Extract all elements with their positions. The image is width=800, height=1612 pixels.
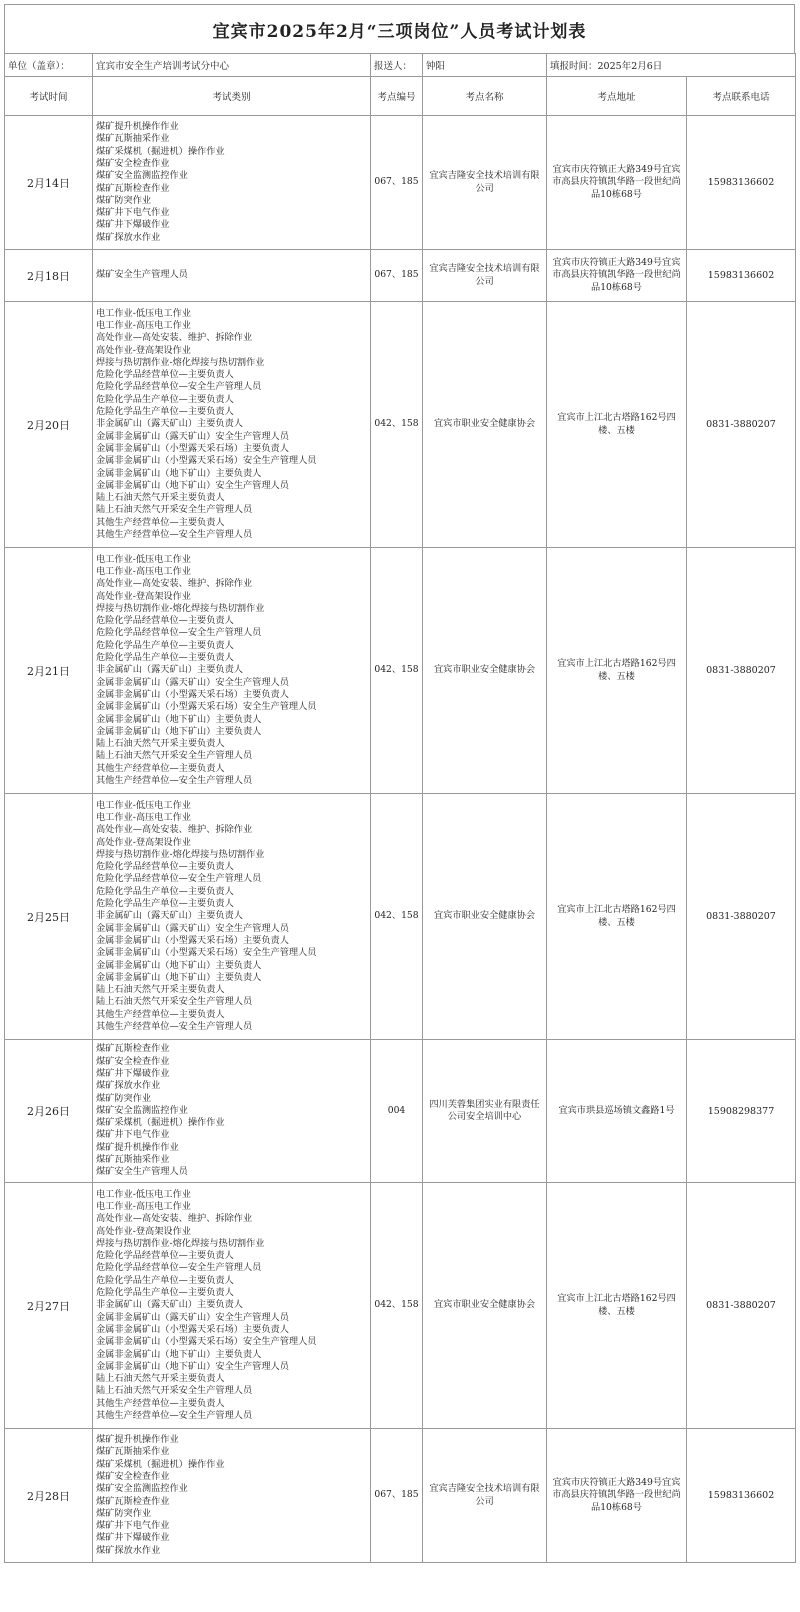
site-code-cell: 067、185 bbox=[371, 1429, 423, 1563]
category-item: 高处作业—高处安装、维护、拆除作业 bbox=[96, 332, 253, 344]
site-name-cell: 宜宾吉隆安全技术培训有限公司 bbox=[423, 1429, 547, 1563]
table-row bbox=[5, 1429, 796, 1563]
site-phone-cell: 15983136602 bbox=[687, 250, 796, 302]
category-item: 焊接与热切割作业-熔化焊接与热切割作业 bbox=[96, 602, 265, 614]
category-item: 煤矿瓦斯检查作业 bbox=[96, 1495, 170, 1507]
header-row bbox=[5, 77, 796, 116]
category-item: 危险化学品经营单位—主要负责人 bbox=[96, 615, 234, 627]
col-site-phone: 考点联系电话 bbox=[687, 77, 796, 116]
site-phone-cell: 15983136602 bbox=[687, 1429, 796, 1563]
category-item: 陆上石油天然气开采安全生产管理人员 bbox=[96, 996, 253, 1008]
category-item: 其他生产经营单位—主要负责人 bbox=[96, 1008, 225, 1020]
category-item: 危险化学品生产单位—主要负责人 bbox=[96, 652, 234, 664]
exam-category-cell bbox=[93, 116, 371, 250]
category-item: 金属非金属矿山（露天矿山）安全生产管理人员 bbox=[96, 1311, 289, 1323]
category-item: 高处作业—高处安装、维护、拆除作业 bbox=[96, 1213, 253, 1225]
category-item: 危险化学品经营单位—安全生产管理人员 bbox=[96, 627, 262, 639]
category-item: 高处作业-登高架设作业 bbox=[96, 1225, 191, 1237]
category-item: 危险化学品生产单位—主要负责人 bbox=[96, 885, 234, 897]
category-item: 陆上石油天然气开采安全生产管理人员 bbox=[96, 504, 253, 516]
category-item: 金属非金属矿山（露天矿山）安全生产管理人员 bbox=[96, 676, 289, 688]
category-item: 金属非金属矿山（露天矿山）安全生产管理人员 bbox=[96, 430, 289, 442]
category-item: 其他生产经营单位—主要负责人 bbox=[96, 1397, 225, 1409]
category-item: 电工作业-高压电工作业 bbox=[96, 811, 191, 823]
category-item: 煤矿提升机操作作业 bbox=[96, 1434, 179, 1446]
category-item: 金属非金属矿山（小型露天采石场）主要负责人 bbox=[96, 934, 289, 946]
unit-value: 宜宾市安全生产培训考试分中心 bbox=[93, 54, 371, 77]
category-item: 陆上石油天然气开采主要负责人 bbox=[96, 738, 225, 750]
category-item: 陆上石油天然气开采安全生产管理人员 bbox=[96, 750, 253, 762]
exam-plan-sheet bbox=[4, 4, 795, 1563]
category-item: 煤矿安全监测监控作业 bbox=[96, 1483, 188, 1495]
reporter-value: 钟阳 bbox=[423, 54, 547, 77]
site-phone-cell: 0831-3880207 bbox=[687, 302, 796, 548]
col-exam-category: 考试类别 bbox=[93, 77, 371, 116]
category-item: 陆上石油天然气开采主要负责人 bbox=[96, 492, 225, 504]
category-item: 高处作业-登高架设作业 bbox=[96, 836, 191, 848]
exam-date-cell: 2月21日 bbox=[5, 548, 93, 794]
category-item: 电工作业-高压电工作业 bbox=[96, 319, 191, 331]
site-name-cell: 宜宾市职业安全健康协会 bbox=[423, 302, 547, 548]
site-phone-cell: 0831-3880207 bbox=[687, 794, 796, 1040]
category-item: 陆上石油天然气开采主要负责人 bbox=[96, 984, 225, 996]
category-item: 危险化学品经营单位—主要负责人 bbox=[96, 369, 234, 381]
fill-date bbox=[547, 54, 796, 77]
category-item: 煤矿探放水作业 bbox=[96, 1080, 161, 1092]
exam-category-cell bbox=[93, 794, 371, 1040]
category-item: 电工作业-低压电工作业 bbox=[96, 307, 191, 319]
exam-date-cell: 2月20日 bbox=[5, 302, 93, 548]
category-item: 非金属矿山（露天矿山）主要负责人 bbox=[96, 910, 243, 922]
col-site-address: 考点地址 bbox=[547, 77, 687, 116]
category-item: 危险化学品生产单位—主要负责人 bbox=[96, 406, 234, 418]
category-item: 金属非金属矿山（地下矿山）主要负责人 bbox=[96, 971, 262, 983]
exam-plan-table bbox=[4, 53, 796, 1563]
site-address-cell: 宜宾市庆符镇正大路349号宜宾市高县庆符镇凯华路一段世纪尚品10栋68号 bbox=[547, 1429, 687, 1563]
category-item: 电工作业-低压电工作业 bbox=[96, 553, 191, 565]
category-item: 陆上石油天然气开采安全生产管理人员 bbox=[96, 1385, 253, 1397]
site-phone-cell: 15983136602 bbox=[687, 116, 796, 250]
category-item: 煤矿安全生产管理人员 bbox=[96, 269, 188, 281]
category-item: 金属非金属矿山（地下矿山）主要负责人 bbox=[96, 725, 262, 737]
site-code-cell: 042、158 bbox=[371, 794, 423, 1040]
category-item: 危险化学品生产单位—主要负责人 bbox=[96, 1274, 234, 1286]
category-item: 高处作业—高处安装、维护、拆除作业 bbox=[96, 578, 253, 590]
exam-category-cell bbox=[93, 1183, 371, 1429]
category-item: 煤矿防突作业 bbox=[96, 194, 152, 206]
category-item: 金属非金属矿山（小型露天采石场）主要负责人 bbox=[96, 1323, 289, 1335]
category-item: 电工作业-高压电工作业 bbox=[96, 1200, 191, 1212]
category-item: 金属非金属矿山（地下矿山）主要负责人 bbox=[96, 1348, 262, 1360]
table-row bbox=[5, 302, 796, 548]
category-item: 金属非金属矿山（小型露天采石场）安全生产管理人员 bbox=[96, 947, 317, 959]
info-row bbox=[5, 54, 796, 77]
category-item: 焊接与热切割作业-熔化焊接与热切割作业 bbox=[96, 356, 265, 368]
exam-date-cell: 2月25日 bbox=[5, 794, 93, 1040]
site-name-cell: 四川芙蓉集团实业有限责任公司安全培训中心 bbox=[423, 1040, 547, 1183]
category-item: 金属非金属矿山（小型露天采石场）主要负责人 bbox=[96, 442, 289, 454]
category-item: 煤矿瓦斯抽采作业 bbox=[96, 1446, 170, 1458]
site-address-cell: 宜宾市庆符镇正大路349号宜宾市高县庆符镇凯华路一段世纪尚品10栋68号 bbox=[547, 116, 687, 250]
table-body bbox=[5, 116, 796, 1563]
col-site-name: 考点名称 bbox=[423, 77, 547, 116]
category-item: 其他生产经营单位—安全生产管理人员 bbox=[96, 1410, 253, 1422]
site-code-cell: 067、185 bbox=[371, 116, 423, 250]
category-item: 煤矿提升机操作作业 bbox=[96, 121, 179, 133]
reporter-label: 报送人： bbox=[371, 54, 423, 77]
category-item: 焊接与热切割作业-熔化焊接与热切割作业 bbox=[96, 848, 265, 860]
category-item: 金属非金属矿山（小型露天采石场）安全生产管理人员 bbox=[96, 455, 317, 467]
fill-date-value: 2025年2月6日 bbox=[597, 61, 663, 72]
table-row bbox=[5, 1183, 796, 1429]
table-row bbox=[5, 250, 796, 302]
category-item: 金属非金属矿山（地下矿山）主要负责人 bbox=[96, 959, 262, 971]
category-item: 陆上石油天然气开采主要负责人 bbox=[96, 1373, 225, 1385]
unit-label: 单位（盖章）： bbox=[5, 54, 93, 77]
site-code-cell: 042、158 bbox=[371, 1183, 423, 1429]
category-item: 煤矿井下电气作业 bbox=[96, 207, 170, 219]
category-item: 煤矿瓦斯抽采作业 bbox=[96, 133, 170, 145]
category-item: 煤矿防突作业 bbox=[96, 1507, 152, 1519]
table-row bbox=[5, 794, 796, 1040]
category-item: 危险化学品生产单位—主要负责人 bbox=[96, 898, 234, 910]
table-row bbox=[5, 116, 796, 250]
site-code-cell: 004 bbox=[371, 1040, 423, 1183]
category-item: 煤矿安全监测监控作业 bbox=[96, 1104, 188, 1116]
site-address-cell: 宜宾市庆符镇正大路349号宜宾市高县庆符镇凯华路一段世纪尚品10栋68号 bbox=[547, 250, 687, 302]
site-phone-cell: 15908298377 bbox=[687, 1040, 796, 1183]
category-item: 危险化学品经营单位—安全生产管理人员 bbox=[96, 873, 262, 885]
exam-date-cell: 2月28日 bbox=[5, 1429, 93, 1563]
exam-category-cell bbox=[93, 548, 371, 794]
category-item: 危险化学品生产单位—主要负责人 bbox=[96, 639, 234, 651]
category-item: 危险化学品生产单位—主要负责人 bbox=[96, 393, 234, 405]
category-item: 煤矿采煤机（掘进机）操作作业 bbox=[96, 1458, 225, 1470]
exam-category-cell bbox=[93, 250, 371, 302]
site-name-cell: 宜宾市职业安全健康协会 bbox=[423, 794, 547, 1040]
category-item: 煤矿瓦斯检查作业 bbox=[96, 182, 170, 194]
category-item: 高处作业-登高架设作业 bbox=[96, 590, 191, 602]
category-item: 其他生产经营单位—安全生产管理人员 bbox=[96, 775, 253, 787]
page-title: 宜宾市2025年2月“三项岗位”人员考试计划表 bbox=[4, 4, 795, 53]
category-item: 金属非金属矿山（地下矿山）主要负责人 bbox=[96, 713, 262, 725]
category-item: 煤矿瓦斯检查作业 bbox=[96, 1043, 170, 1055]
category-item: 煤矿井下电气作业 bbox=[96, 1129, 170, 1141]
exam-date-cell: 2月26日 bbox=[5, 1040, 93, 1183]
category-item: 煤矿采煤机（掘进机）操作作业 bbox=[96, 145, 225, 157]
category-item: 危险化学品生产单位—主要负责人 bbox=[96, 1287, 234, 1299]
site-address-cell: 宜宾市上江北古塔路162号四楼、五楼 bbox=[547, 1183, 687, 1429]
category-item: 金属非金属矿山（地下矿山）安全生产管理人员 bbox=[96, 1360, 289, 1372]
category-item: 煤矿安全生产管理人员 bbox=[96, 1166, 188, 1178]
category-item: 其他生产经营单位—主要负责人 bbox=[96, 516, 225, 528]
category-item: 危险化学品经营单位—安全生产管理人员 bbox=[96, 1262, 262, 1274]
category-item: 危险化学品经营单位—安全生产管理人员 bbox=[96, 381, 262, 393]
category-item: 非金属矿山（露天矿山）主要负责人 bbox=[96, 418, 243, 430]
category-item: 危险化学品经营单位—主要负责人 bbox=[96, 1250, 234, 1262]
category-item: 电工作业-高压电工作业 bbox=[96, 565, 191, 577]
category-item: 金属非金属矿山（地下矿山）安全生产管理人员 bbox=[96, 479, 289, 491]
category-item: 焊接与热切割作业-熔化焊接与热切割作业 bbox=[96, 1237, 265, 1249]
category-item: 煤矿井下爆破作业 bbox=[96, 219, 170, 231]
site-name-cell: 宜宾市职业安全健康协会 bbox=[423, 1183, 547, 1429]
category-item: 煤矿瓦斯抽采作业 bbox=[96, 1154, 170, 1166]
category-item: 煤矿安全检查作业 bbox=[96, 1055, 170, 1067]
exam-category-cell bbox=[93, 1040, 371, 1183]
category-item: 危险化学品经营单位—主要负责人 bbox=[96, 861, 234, 873]
category-item: 高处作业—高处安装、维护、拆除作业 bbox=[96, 824, 253, 836]
category-item: 金属非金属矿山（小型露天采石场）安全生产管理人员 bbox=[96, 1336, 317, 1348]
category-item: 煤矿井下爆破作业 bbox=[96, 1532, 170, 1544]
table-row bbox=[5, 1040, 796, 1183]
category-item: 金属非金属矿山（小型露天采石场）主要负责人 bbox=[96, 688, 289, 700]
site-address-cell: 宜宾市珙县巡场镇文鑫路1号 bbox=[547, 1040, 687, 1183]
category-item: 煤矿探放水作业 bbox=[96, 231, 161, 243]
category-item: 其他生产经营单位—安全生产管理人员 bbox=[96, 1021, 253, 1033]
category-item: 煤矿防突作业 bbox=[96, 1092, 152, 1104]
site-code-cell: 067、185 bbox=[371, 250, 423, 302]
site-name-cell: 宜宾吉隆安全技术培训有限公司 bbox=[423, 250, 547, 302]
exam-date-cell: 2月14日 bbox=[5, 116, 93, 250]
category-item: 金属非金属矿山（地下矿山）主要负责人 bbox=[96, 467, 262, 479]
category-item: 非金属矿山（露天矿山）主要负责人 bbox=[96, 664, 243, 676]
category-item: 煤矿井下电气作业 bbox=[96, 1520, 170, 1532]
category-item: 金属非金属矿山（露天矿山）安全生产管理人员 bbox=[96, 922, 289, 934]
exam-category-cell bbox=[93, 1429, 371, 1563]
col-site-code: 考点编号 bbox=[371, 77, 423, 116]
category-item: 高处作业-登高架设作业 bbox=[96, 344, 191, 356]
category-item: 煤矿安全监测监控作业 bbox=[96, 170, 188, 182]
category-item: 非金属矿山（露天矿山）主要负责人 bbox=[96, 1299, 243, 1311]
col-exam-date: 考试时间 bbox=[5, 77, 93, 116]
site-name-cell: 宜宾吉隆安全技术培训有限公司 bbox=[423, 116, 547, 250]
category-item: 其他生产经营单位—主要负责人 bbox=[96, 762, 225, 774]
site-address-cell: 宜宾市上江北古塔路162号四楼、五楼 bbox=[547, 548, 687, 794]
category-item: 电工作业-低压电工作业 bbox=[96, 1188, 191, 1200]
exam-category-cell bbox=[93, 302, 371, 548]
category-item: 煤矿探放水作业 bbox=[96, 1544, 161, 1556]
category-item: 煤矿安全检查作业 bbox=[96, 1470, 170, 1482]
category-item: 金属非金属矿山（小型露天采石场）安全生产管理人员 bbox=[96, 701, 317, 713]
category-item: 煤矿井下爆破作业 bbox=[96, 1067, 170, 1079]
table-row bbox=[5, 548, 796, 794]
site-name-cell: 宜宾市职业安全健康协会 bbox=[423, 548, 547, 794]
category-item: 电工作业-低压电工作业 bbox=[96, 799, 191, 811]
category-item: 煤矿采煤机（掘进机）操作作业 bbox=[96, 1117, 225, 1129]
fill-date-label: 填报时间： bbox=[550, 61, 598, 72]
site-code-cell: 042、158 bbox=[371, 302, 423, 548]
site-address-cell: 宜宾市上江北古塔路162号四楼、五楼 bbox=[547, 794, 687, 1040]
exam-date-cell: 2月27日 bbox=[5, 1183, 93, 1429]
site-phone-cell: 0831-3880207 bbox=[687, 548, 796, 794]
category-item: 其他生产经营单位—安全生产管理人员 bbox=[96, 529, 253, 541]
site-address-cell: 宜宾市上江北古塔路162号四楼、五楼 bbox=[547, 302, 687, 548]
category-item: 煤矿提升机操作作业 bbox=[96, 1141, 179, 1153]
exam-date-cell: 2月18日 bbox=[5, 250, 93, 302]
site-code-cell: 042、158 bbox=[371, 548, 423, 794]
site-phone-cell: 0831-3880207 bbox=[687, 1183, 796, 1429]
category-item: 煤矿安全检查作业 bbox=[96, 157, 170, 169]
